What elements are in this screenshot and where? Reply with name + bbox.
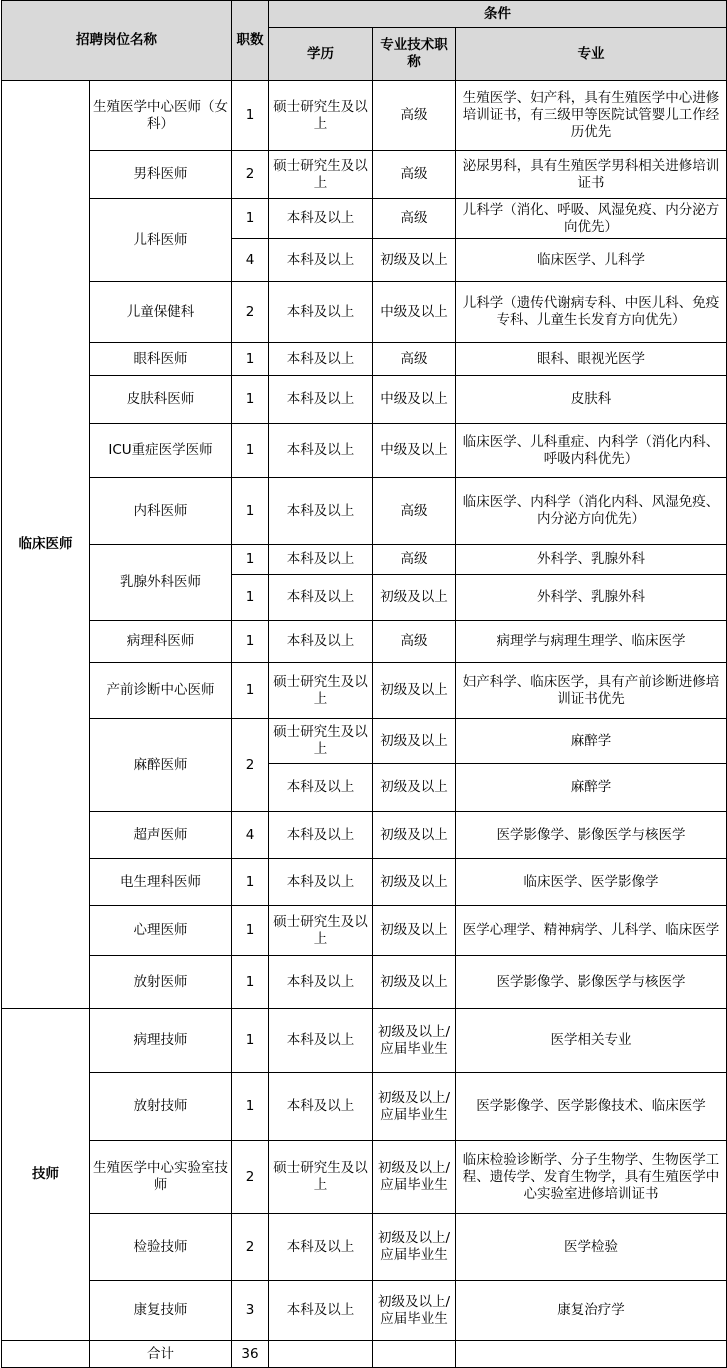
title-cell: 初级及以上 <box>373 906 456 956</box>
table-row <box>2 812 727 859</box>
major-cell: 麻醉学 <box>456 719 727 764</box>
recruitment-table <box>1 0 727 1368</box>
education-cell: 本科及以上 <box>269 239 373 282</box>
title-cell: 初级及以上 <box>373 719 456 764</box>
count-cell: 1 <box>232 376 269 424</box>
category-technician: 技师 <box>2 1009 90 1341</box>
title-cell: 初级及以上 <box>373 956 456 1009</box>
major-cell: 医学相关专业 <box>456 1009 727 1073</box>
table-row <box>2 424 727 478</box>
major-cell: 临床医学、儿科学 <box>456 239 727 282</box>
education-cell: 本科及以上 <box>269 764 373 812</box>
count-cell: 2 <box>232 282 269 343</box>
education-cell: 本科及以上 <box>269 1281 373 1341</box>
education-cell: 本科及以上 <box>269 545 373 575</box>
title-cell: 高级 <box>373 621 456 663</box>
education-cell: 本科及以上 <box>269 859 373 906</box>
count-cell: 1 <box>232 424 269 478</box>
table-row <box>2 1009 727 1073</box>
title-cell: 初级及以上 <box>373 239 456 282</box>
count-cell: 1 <box>232 859 269 906</box>
table-row <box>2 1281 727 1341</box>
title-cell: 初级及以上 <box>373 663 456 719</box>
count-cell: 1 <box>232 621 269 663</box>
position-cell: 眼科医师 <box>90 343 232 376</box>
position-cell: 儿童保健科 <box>90 282 232 343</box>
education-cell: 硕士研究生及以上 <box>269 906 373 956</box>
major-cell: 皮肤科 <box>456 376 727 424</box>
category-clinical: 临床医师 <box>2 81 90 1009</box>
major-cell: 康复治疗学 <box>456 1281 727 1341</box>
major-cell: 生殖医学、妇产科，具有生殖医学中心进修培训证书，有三级甲等医院试管婴儿工作经历优先 <box>456 81 727 151</box>
position-cell: 病理技师 <box>90 1009 232 1073</box>
header-title: 专业技术职称 <box>373 28 456 81</box>
major-cell: 医学心理学、精神病学、儿科学、临床医学 <box>456 906 727 956</box>
table-row <box>2 199 727 239</box>
title-cell: 初级及以上/应届毕业生 <box>373 1281 456 1341</box>
table-row <box>2 151 727 199</box>
education-cell: 硕士研究生及以上 <box>269 1141 373 1214</box>
title-cell: 初级及以上 <box>373 764 456 812</box>
title-cell: 初级及以上 <box>373 812 456 859</box>
total-empty-cell <box>269 1341 373 1368</box>
count-cell: 1 <box>232 343 269 376</box>
count-cell: 1 <box>232 906 269 956</box>
major-cell: 医学影像学、医学影像技术、临床医学 <box>456 1073 727 1141</box>
header-count: 职数 <box>232 1 269 81</box>
education-cell: 本科及以上 <box>269 812 373 859</box>
title-cell: 初级及以上/应届毕业生 <box>373 1009 456 1073</box>
education-cell: 本科及以上 <box>269 1214 373 1281</box>
total-empty-cell <box>456 1341 727 1368</box>
table-row <box>2 1214 727 1281</box>
total-empty-cell <box>373 1341 456 1368</box>
major-cell: 儿科学（遗传代谢病专科、中医儿科、免疫专科、儿童生长发育方向优先） <box>456 282 727 343</box>
header-position: 招聘岗位名称 <box>2 1 232 81</box>
major-cell: 妇产科学、临床医学，具有产前诊断进修培训证书优先 <box>456 663 727 719</box>
table-row <box>2 1141 727 1214</box>
major-cell: 泌尿男科，具有生殖医学男科相关进修培训证书 <box>456 151 727 199</box>
table-row <box>2 663 727 719</box>
education-cell: 硕士研究生及以上 <box>269 663 373 719</box>
count-cell: 3 <box>232 1281 269 1341</box>
total-value: 36 <box>232 1341 269 1368</box>
education-cell: 本科及以上 <box>269 376 373 424</box>
count-cell: 2 <box>232 151 269 199</box>
count-cell: 1 <box>232 478 269 545</box>
table-row <box>2 906 727 956</box>
education-cell: 本科及以上 <box>269 956 373 1009</box>
title-cell: 高级 <box>373 199 456 239</box>
education-cell: 本科及以上 <box>269 575 373 621</box>
position-cell: 康复技师 <box>90 1281 232 1341</box>
position-cell: 生殖医学中心医师（女科） <box>90 81 232 151</box>
total-label: 合计 <box>90 1341 232 1368</box>
total-row <box>2 1341 727 1368</box>
major-cell: 医学检验 <box>456 1214 727 1281</box>
major-cell: 医学影像学、影像医学与核医学 <box>456 812 727 859</box>
position-cell: 心理医师 <box>90 906 232 956</box>
table-row <box>2 1073 727 1141</box>
count-cell: 4 <box>232 239 269 282</box>
count-cell: 1 <box>232 81 269 151</box>
position-cell: 超声医师 <box>90 812 232 859</box>
major-cell: 儿科学（消化、呼吸、风湿免疫、内分泌方向优先） <box>456 199 727 239</box>
position-cell: ICU重症医学医师 <box>90 424 232 478</box>
position-cell: 皮肤科医师 <box>90 376 232 424</box>
major-cell: 病理学与病理生理学、临床医学 <box>456 621 727 663</box>
table-row <box>2 478 727 545</box>
table-row <box>2 81 727 151</box>
title-cell: 初级及以上/应届毕业生 <box>373 1073 456 1141</box>
count-cell: 1 <box>232 1009 269 1073</box>
count-cell: 1 <box>232 199 269 239</box>
position-cell: 放射技师 <box>90 1073 232 1141</box>
count-cell: 1 <box>232 1073 269 1141</box>
major-cell: 医学影像学、影像医学与核医学 <box>456 956 727 1009</box>
education-cell: 本科及以上 <box>269 199 373 239</box>
title-cell: 高级 <box>373 81 456 151</box>
table-row <box>2 545 727 575</box>
title-cell: 中级及以上 <box>373 282 456 343</box>
title-cell: 中级及以上 <box>373 376 456 424</box>
title-cell: 初级及以上 <box>373 859 456 906</box>
table-row <box>2 376 727 424</box>
major-cell: 临床医学、儿科重症、内科学（消化内科、呼吸内科优先） <box>456 424 727 478</box>
education-cell: 本科及以上 <box>269 478 373 545</box>
table-row <box>2 859 727 906</box>
title-cell: 高级 <box>373 343 456 376</box>
title-cell: 中级及以上 <box>373 424 456 478</box>
position-cell: 男科医师 <box>90 151 232 199</box>
position-cell: 麻醉医师 <box>90 719 232 812</box>
major-cell: 眼科、眼视光医学 <box>456 343 727 376</box>
education-cell: 硕士研究生及以上 <box>269 81 373 151</box>
education-cell: 本科及以上 <box>269 621 373 663</box>
major-cell: 临床医学、内科学（消化内科、风湿免疫、内分泌方向优先） <box>456 478 727 545</box>
count-cell: 1 <box>232 575 269 621</box>
position-cell: 放射医师 <box>90 956 232 1009</box>
title-cell: 高级 <box>373 545 456 575</box>
title-cell: 初级及以上/应届毕业生 <box>373 1214 456 1281</box>
count-cell: 1 <box>232 956 269 1009</box>
table-row <box>2 719 727 764</box>
count-cell: 2 <box>232 719 269 812</box>
position-cell: 病理科医师 <box>90 621 232 663</box>
header-education: 学历 <box>269 28 373 81</box>
header-major: 专业 <box>456 28 727 81</box>
education-cell: 本科及以上 <box>269 1009 373 1073</box>
major-cell: 临床医学、医学影像学 <box>456 859 727 906</box>
major-cell: 麻醉学 <box>456 764 727 812</box>
position-cell: 产前诊断中心医师 <box>90 663 232 719</box>
count-cell: 4 <box>232 812 269 859</box>
title-cell: 高级 <box>373 478 456 545</box>
education-cell: 硕士研究生及以上 <box>269 151 373 199</box>
position-cell: 内科医师 <box>90 478 232 545</box>
table-row <box>2 956 727 1009</box>
major-cell: 外科学、乳腺外科 <box>456 575 727 621</box>
table-row <box>2 282 727 343</box>
title-cell: 初级及以上 <box>373 575 456 621</box>
table-row <box>2 621 727 663</box>
major-cell: 临床检验诊断学、分子生物学、生物医学工程、遗传学、发育生物学，具有生殖医学中心实验室进修培训证书 <box>456 1141 727 1214</box>
education-cell: 硕士研究生及以上 <box>269 719 373 764</box>
count-cell: 2 <box>232 1141 269 1214</box>
education-cell: 本科及以上 <box>269 282 373 343</box>
education-cell: 本科及以上 <box>269 343 373 376</box>
education-cell: 本科及以上 <box>269 424 373 478</box>
position-cell: 乳腺外科医师 <box>90 545 232 621</box>
position-cell: 电生理科医师 <box>90 859 232 906</box>
position-cell: 生殖医学中心实验室技师 <box>90 1141 232 1214</box>
major-cell: 外科学、乳腺外科 <box>456 545 727 575</box>
total-empty-cell <box>2 1341 90 1368</box>
count-cell: 2 <box>232 1214 269 1281</box>
position-cell: 检验技师 <box>90 1214 232 1281</box>
title-cell: 初级及以上/应届毕业生 <box>373 1141 456 1214</box>
table-row <box>2 343 727 376</box>
position-cell: 儿科医师 <box>90 199 232 282</box>
count-cell: 1 <box>232 545 269 575</box>
title-cell: 高级 <box>373 151 456 199</box>
header-conditions: 条件 <box>269 1 727 28</box>
education-cell: 本科及以上 <box>269 1073 373 1141</box>
count-cell: 1 <box>232 663 269 719</box>
